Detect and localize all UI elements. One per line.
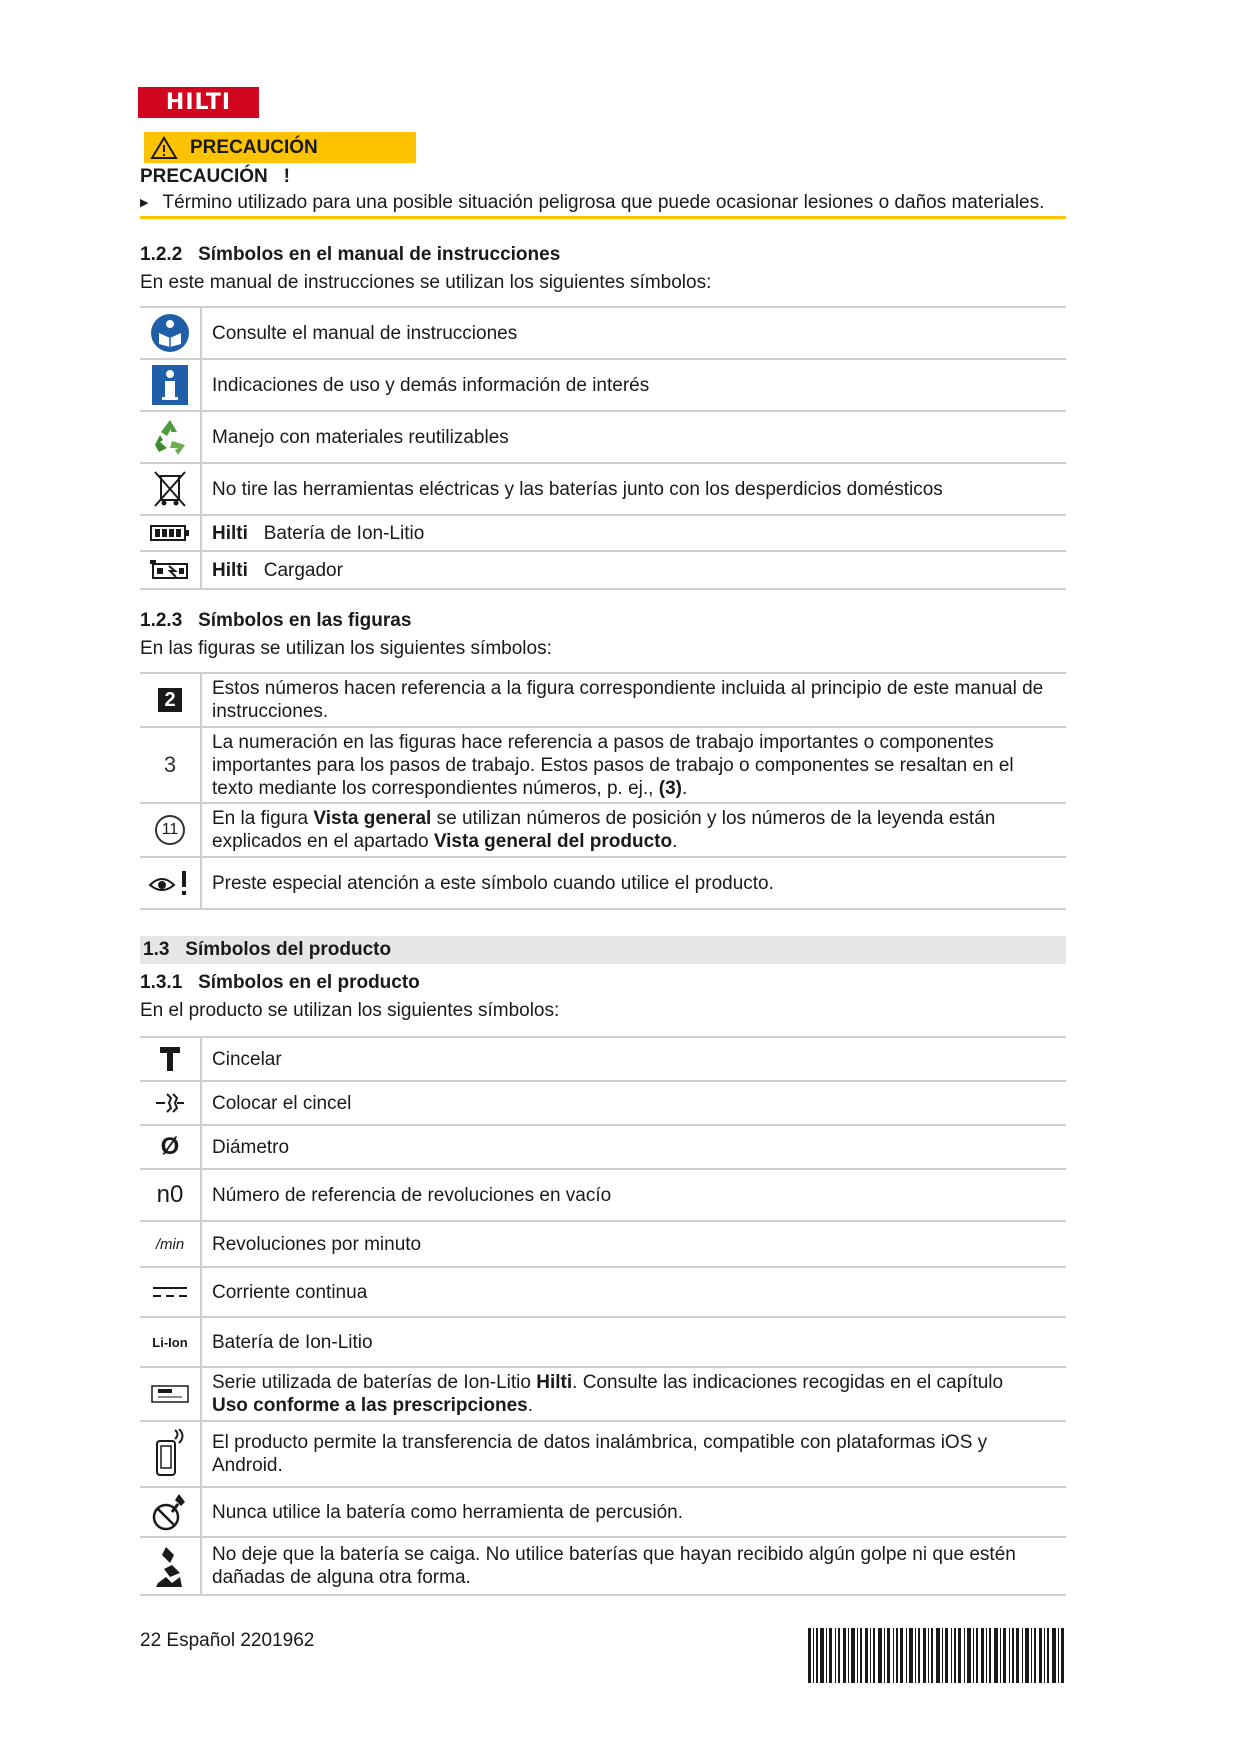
section-1-3-1-heading: 1.3.1 Símbolos en el producto	[140, 972, 420, 993]
table-row	[140, 804, 1066, 858]
row-text: Colocar el cincel	[212, 1092, 352, 1114]
row-text: En la figura Vista general se utilizan números de posición y los números de la leyenda están explicados en el apartado Vista general del producto.	[212, 808, 996, 852]
row-text: Nunca utilice la batería como herramienta de percusión.	[212, 1501, 684, 1523]
caution-bullet: ▶ Término utilizado para una posible situación peligrosa que puede ocasionar lesiones o daños materiales.	[140, 192, 1045, 213]
table-row	[140, 1082, 1066, 1126]
row-text: Hilti Cargador	[212, 559, 343, 581]
caution-divider	[140, 216, 1066, 219]
info-icon	[140, 360, 202, 410]
no-drop-icon	[140, 1538, 202, 1594]
table-row	[140, 464, 1066, 516]
table-row	[140, 516, 1066, 552]
battery-series-icon	[140, 1368, 202, 1420]
row-text: Cincelar	[212, 1048, 282, 1070]
row-text: Preste especial atención a este símbolo cuando utilice el producto.	[212, 872, 774, 894]
table-row	[140, 552, 1066, 590]
insert-chisel-icon	[140, 1082, 202, 1124]
table-row	[140, 1488, 1066, 1538]
table-row	[140, 728, 1066, 804]
table-row	[140, 1126, 1066, 1170]
figure-symbols-table	[140, 672, 1066, 910]
diameter-icon: Ø	[140, 1126, 202, 1168]
barcode-icon	[808, 1628, 1064, 1683]
per-minute-icon: /min	[140, 1222, 202, 1266]
step-number-icon: 3	[140, 728, 202, 802]
eye-attention-icon	[140, 858, 202, 908]
row-text: Manejo con materiales reutilizables	[212, 426, 509, 448]
row-text: No deje que la batería se caiga. No utilice baterías que hayan recibido algún golpe ni que estén dañadas de alguna otra forma.	[212, 1544, 1016, 1588]
caution-banner-label: PRECAUCIÓN	[190, 136, 318, 158]
product-symbols-table	[140, 1036, 1066, 1596]
position-number-icon: 11	[140, 804, 202, 856]
table-row	[140, 1038, 1066, 1082]
warning-icon	[150, 136, 178, 160]
table-row	[140, 412, 1066, 464]
bullet-icon: ▶	[140, 197, 149, 209]
table-row	[140, 308, 1066, 360]
brand-label: Hilti	[212, 522, 248, 544]
page-footer: 22 Español 2201962	[140, 1630, 315, 1651]
hilti-logo: HILTI	[138, 87, 259, 118]
charger-icon	[140, 552, 202, 588]
table-row	[140, 1422, 1066, 1488]
row-text: Serie utilizada de baterías de Ion-Litio Hilti. Consulte las indicaciones recogidas en el capítulo Uso conforme a las prescripciones.	[212, 1372, 1004, 1416]
table-row	[140, 858, 1066, 910]
table-row	[140, 1222, 1066, 1268]
table-row	[140, 1268, 1066, 1318]
row-text: Revoluciones por minuto	[212, 1233, 422, 1255]
manual-symbols-table	[140, 306, 1066, 590]
caution-heading: PRECAUCIÓN !	[140, 166, 290, 187]
battery-icon	[140, 516, 202, 550]
row-text: El producto permite la transferencia de datos inalámbrica, compatible con plataformas iOS y Android.	[212, 1432, 988, 1476]
recycle-icon	[140, 412, 202, 462]
section-1-3-1-intro: En el producto se utilizan los siguientes símbolos:	[140, 1000, 560, 1021]
row-text: La numeración en las figuras hace referencia a pasos de trabajo importantes o componentes importantes para los pasos de trabajo. Estos pasos de trabajo o componentes se resaltan en el texto mediante los correspondientes números, p. ej., (3).	[212, 731, 1014, 799]
table-row	[140, 1538, 1066, 1596]
row-text: Diámetro	[212, 1136, 290, 1158]
table-row	[140, 360, 1066, 412]
table-row	[140, 1170, 1066, 1222]
caution-banner	[144, 132, 416, 163]
section-1-3-heading: 1.3 Símbolos del producto	[143, 939, 392, 960]
section-1-2-2-heading: 1.2.2 Símbolos en el manual de instrucciones	[140, 244, 561, 265]
wireless-phone-icon	[140, 1422, 202, 1486]
table-row	[140, 674, 1066, 728]
section-1-2-3-intro: En las figuras se utilizan los siguientes símbolos:	[140, 638, 552, 659]
crossed-bin-icon	[140, 464, 202, 514]
row-text: Número de referencia de revoluciones en vacío	[212, 1184, 612, 1206]
table-row	[140, 1368, 1066, 1422]
brand-label: Hilti	[212, 559, 248, 581]
figure-number-icon: 2	[140, 674, 202, 726]
no-load-speed-icon: n0	[140, 1170, 202, 1220]
row-text: Estos números hacen referencia a la figura correspondiente incluida al principio de este manual de instrucciones.	[212, 678, 1044, 722]
row-text: Batería de Ion-Litio	[212, 1331, 373, 1353]
row-text: No tire las herramientas eléctricas y las baterías junto con los desperdicios domésticos	[212, 478, 943, 500]
row-text: Indicaciones de uso y demás información de interés	[212, 374, 650, 396]
row-text: Consulte el manual de instrucciones	[212, 322, 518, 344]
section-1-2-2-intro: En este manual de instrucciones se utilizan los siguientes símbolos:	[140, 272, 712, 293]
section-1-2-3-heading: 1.2.3 Símbolos en las figuras	[140, 610, 412, 631]
manual-icon	[140, 308, 202, 358]
li-ion-icon: Li-Ion	[140, 1318, 202, 1366]
row-text: Hilti Batería de Ion-Litio	[212, 522, 425, 544]
direct-current-icon	[140, 1268, 202, 1316]
no-percussion-icon	[140, 1488, 202, 1536]
table-row	[140, 1318, 1066, 1368]
row-text: Corriente continua	[212, 1281, 368, 1303]
chisel-icon	[140, 1038, 202, 1080]
